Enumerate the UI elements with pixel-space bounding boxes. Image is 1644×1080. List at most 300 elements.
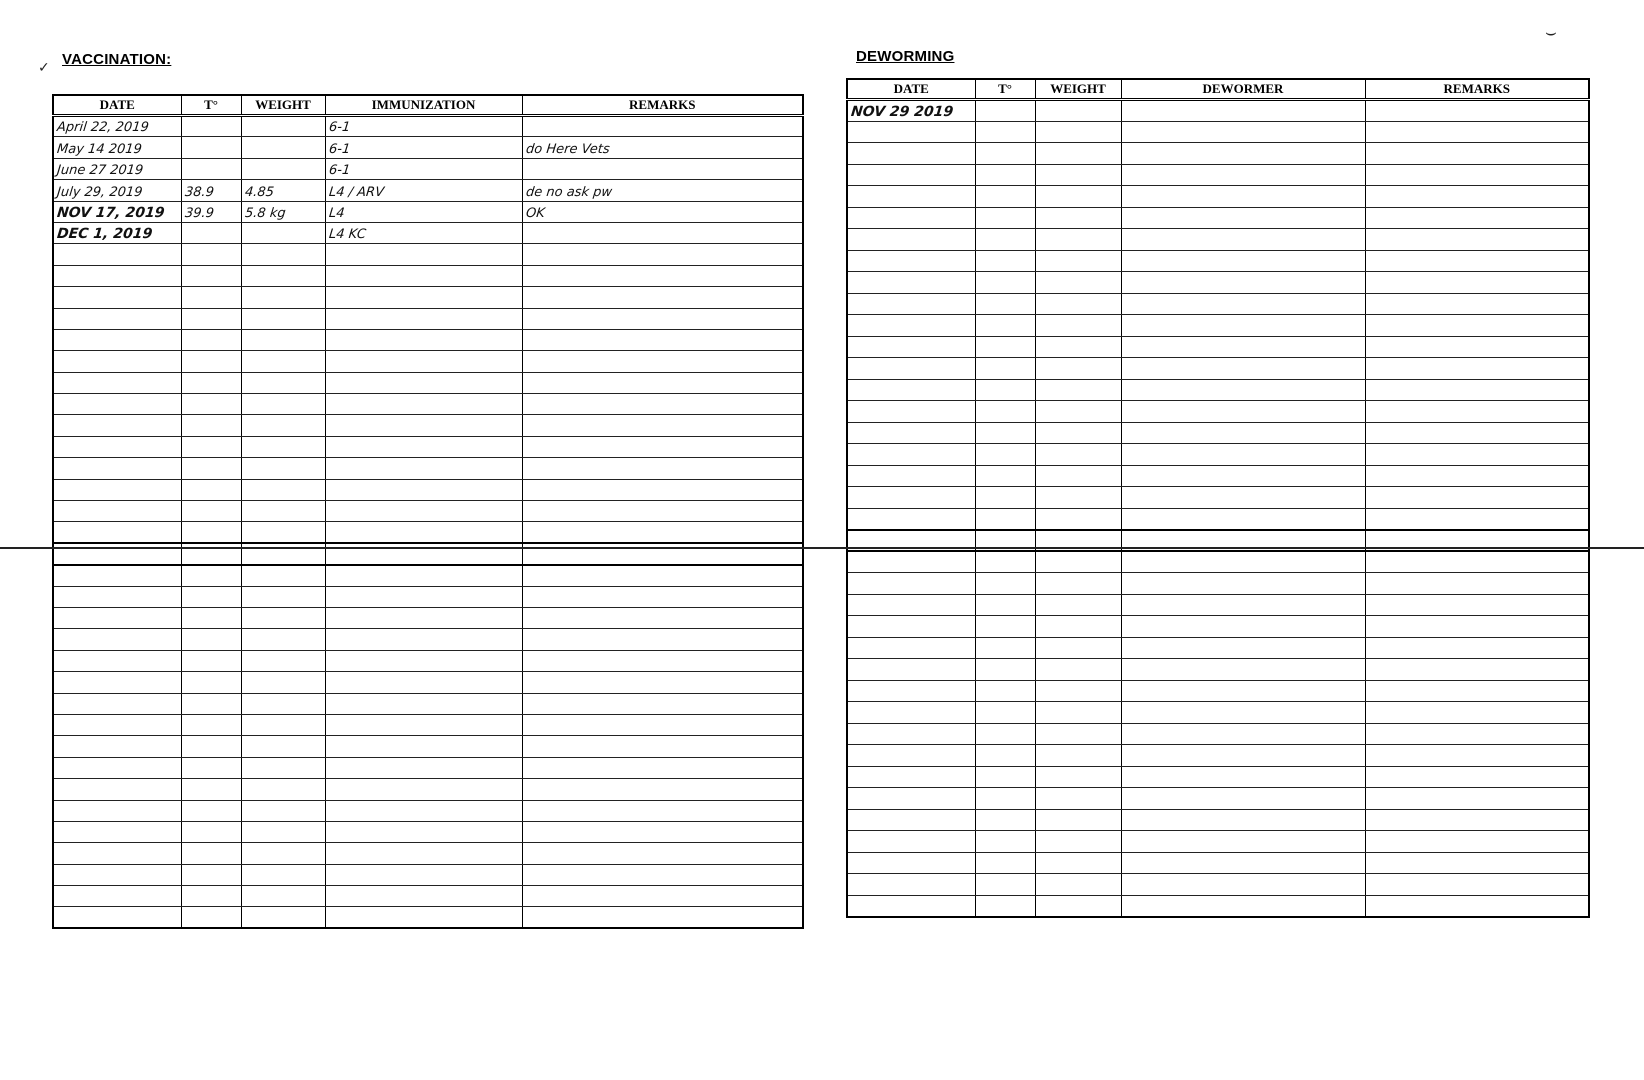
deworming-cell-dewormer[interactable]	[1121, 723, 1365, 745]
vaccination-cell-date[interactable]	[53, 565, 181, 586]
deworming-cell-weight[interactable]	[1035, 702, 1121, 724]
deworming-cell-temp[interactable]	[975, 401, 1035, 423]
vaccination-cell-remarks[interactable]	[522, 180, 803, 201]
deworming-cell-weight[interactable]	[1035, 723, 1121, 745]
deworming-cell-date[interactable]	[847, 379, 975, 401]
vaccination-cell-weight[interactable]	[241, 158, 325, 179]
deworming-cell-date[interactable]	[847, 508, 975, 530]
vaccination-cell-weight[interactable]	[241, 479, 325, 500]
deworming-cell-weight[interactable]	[1035, 358, 1121, 380]
vaccination-cell-immunization[interactable]	[325, 586, 522, 607]
deworming-cell-dewormer[interactable]	[1121, 831, 1365, 853]
vaccination-cell-weight[interactable]	[241, 586, 325, 607]
deworming-cell-weight[interactable]	[1035, 551, 1121, 573]
deworming-cell-remarks[interactable]	[1365, 508, 1589, 530]
deworming-cell-weight[interactable]	[1035, 293, 1121, 315]
deworming-cell-temp[interactable]	[975, 594, 1035, 616]
deworming-cell-temp[interactable]	[975, 702, 1035, 724]
vaccination-cell-remarks[interactable]	[522, 201, 803, 222]
vaccination-cell-remarks[interactable]	[522, 522, 803, 543]
deworming-cell-temp[interactable]	[975, 809, 1035, 831]
vaccination-cell-remarks[interactable]	[522, 779, 803, 800]
vaccination-cell-temp[interactable]	[181, 329, 241, 350]
vaccination-cell-date[interactable]	[53, 779, 181, 800]
deworming-cell-remarks[interactable]	[1365, 272, 1589, 294]
vaccination-cell-date[interactable]	[53, 180, 181, 201]
vaccination-cell-temp[interactable]	[181, 714, 241, 735]
vaccination-cell-date[interactable]	[53, 394, 181, 415]
vaccination-cell-date[interactable]	[53, 329, 181, 350]
vaccination-cell-temp[interactable]	[181, 565, 241, 586]
deworming-cell-weight[interactable]	[1035, 250, 1121, 272]
vaccination-cell-weight[interactable]	[241, 864, 325, 885]
vaccination-cell-date[interactable]	[53, 843, 181, 864]
deworming-cell-dewormer[interactable]	[1121, 766, 1365, 788]
deworming-cell-weight[interactable]	[1035, 143, 1121, 165]
deworming-cell-date[interactable]	[847, 336, 975, 358]
vaccination-cell-immunization[interactable]	[325, 116, 522, 137]
vaccination-cell-temp[interactable]	[181, 586, 241, 607]
vaccination-cell-temp[interactable]	[181, 501, 241, 522]
vaccination-cell-weight[interactable]	[241, 329, 325, 350]
vaccination-cell-date[interactable]	[53, 672, 181, 693]
deworming-cell-remarks[interactable]	[1365, 401, 1589, 423]
deworming-cell-remarks[interactable]	[1365, 788, 1589, 810]
vaccination-cell-remarks[interactable]	[522, 757, 803, 778]
deworming-cell-remarks[interactable]	[1365, 444, 1589, 466]
deworming-cell-temp[interactable]	[975, 444, 1035, 466]
vaccination-cell-immunization[interactable]	[325, 180, 522, 201]
vaccination-cell-remarks[interactable]	[522, 886, 803, 907]
vaccination-cell-immunization[interactable]	[325, 222, 522, 243]
deworming-cell-date[interactable]	[847, 831, 975, 853]
deworming-cell-weight[interactable]	[1035, 852, 1121, 874]
deworming-cell-temp[interactable]	[975, 895, 1035, 917]
deworming-cell-temp[interactable]	[975, 143, 1035, 165]
vaccination-cell-temp[interactable]	[181, 458, 241, 479]
deworming-cell-weight[interactable]	[1035, 444, 1121, 466]
deworming-cell-date[interactable]	[847, 272, 975, 294]
deworming-cell-weight[interactable]	[1035, 121, 1121, 143]
vaccination-cell-weight[interactable]	[241, 116, 325, 137]
deworming-cell-date[interactable]	[847, 745, 975, 767]
deworming-cell-temp[interactable]	[975, 293, 1035, 315]
vaccination-cell-immunization[interactable]	[325, 736, 522, 757]
deworming-cell-dewormer[interactable]	[1121, 293, 1365, 315]
deworming-cell-weight[interactable]	[1035, 831, 1121, 853]
deworming-cell-temp[interactable]	[975, 487, 1035, 509]
deworming-cell-weight[interactable]	[1035, 207, 1121, 229]
vaccination-cell-temp[interactable]	[181, 757, 241, 778]
vaccination-cell-temp[interactable]	[181, 116, 241, 137]
deworming-cell-date[interactable]	[847, 766, 975, 788]
vaccination-cell-immunization[interactable]	[325, 458, 522, 479]
vaccination-cell-date[interactable]	[53, 757, 181, 778]
deworming-cell-weight[interactable]	[1035, 315, 1121, 337]
vaccination-cell-immunization[interactable]	[325, 672, 522, 693]
deworming-cell-temp[interactable]	[975, 852, 1035, 874]
vaccination-cell-remarks[interactable]	[522, 607, 803, 628]
vaccination-cell-temp[interactable]	[181, 415, 241, 436]
deworming-cell-date[interactable]	[847, 186, 975, 208]
vaccination-cell-date[interactable]	[53, 287, 181, 308]
vaccination-cell-remarks[interactable]	[522, 586, 803, 607]
vaccination-cell-weight[interactable]	[241, 436, 325, 457]
vaccination-cell-temp[interactable]	[181, 351, 241, 372]
deworming-cell-dewormer[interactable]	[1121, 874, 1365, 896]
vaccination-cell-date[interactable]	[53, 244, 181, 265]
deworming-cell-dewormer[interactable]	[1121, 702, 1365, 724]
deworming-cell-remarks[interactable]	[1365, 121, 1589, 143]
deworming-cell-date[interactable]	[847, 143, 975, 165]
deworming-cell-date[interactable]	[847, 616, 975, 638]
deworming-cell-remarks[interactable]	[1365, 487, 1589, 509]
deworming-cell-date[interactable]	[847, 207, 975, 229]
deworming-cell-date[interactable]	[847, 702, 975, 724]
deworming-cell-dewormer[interactable]	[1121, 272, 1365, 294]
vaccination-cell-immunization[interactable]	[325, 886, 522, 907]
vaccination-cell-remarks[interactable]	[522, 672, 803, 693]
vaccination-cell-immunization[interactable]	[325, 757, 522, 778]
deworming-cell-dewormer[interactable]	[1121, 551, 1365, 573]
deworming-cell-dewormer[interactable]	[1121, 207, 1365, 229]
vaccination-cell-remarks[interactable]	[522, 415, 803, 436]
vaccination-cell-date[interactable]	[53, 629, 181, 650]
deworming-cell-remarks[interactable]	[1365, 573, 1589, 595]
deworming-cell-weight[interactable]	[1035, 465, 1121, 487]
deworming-cell-dewormer[interactable]	[1121, 315, 1365, 337]
vaccination-cell-temp[interactable]	[181, 372, 241, 393]
deworming-cell-dewormer[interactable]	[1121, 487, 1365, 509]
deworming-cell-dewormer[interactable]	[1121, 358, 1365, 380]
vaccination-cell-date[interactable]	[53, 436, 181, 457]
deworming-cell-remarks[interactable]	[1365, 143, 1589, 165]
deworming-cell-temp[interactable]	[975, 186, 1035, 208]
vaccination-cell-weight[interactable]	[241, 565, 325, 586]
deworming-cell-weight[interactable]	[1035, 594, 1121, 616]
deworming-cell-remarks[interactable]	[1365, 874, 1589, 896]
deworming-cell-date[interactable]	[847, 852, 975, 874]
deworming-cell-temp[interactable]	[975, 379, 1035, 401]
vaccination-cell-temp[interactable]	[181, 672, 241, 693]
vaccination-cell-weight[interactable]	[241, 757, 325, 778]
deworming-cell-remarks[interactable]	[1365, 637, 1589, 659]
deworming-cell-date[interactable]	[847, 723, 975, 745]
deworming-cell-remarks[interactable]	[1365, 895, 1589, 917]
deworming-cell-dewormer[interactable]	[1121, 680, 1365, 702]
vaccination-cell-remarks[interactable]	[522, 265, 803, 286]
vaccination-cell-weight[interactable]	[241, 458, 325, 479]
deworming-cell-weight[interactable]	[1035, 186, 1121, 208]
vaccination-cell-temp[interactable]	[181, 886, 241, 907]
vaccination-cell-immunization[interactable]	[325, 351, 522, 372]
deworming-cell-dewormer[interactable]	[1121, 788, 1365, 810]
deworming-cell-temp[interactable]	[975, 659, 1035, 681]
deworming-cell-date[interactable]	[847, 895, 975, 917]
vaccination-cell-date[interactable]	[53, 501, 181, 522]
deworming-cell-dewormer[interactable]	[1121, 444, 1365, 466]
vaccination-cell-immunization[interactable]	[325, 522, 522, 543]
vaccination-cell-remarks[interactable]	[522, 864, 803, 885]
deworming-cell-remarks[interactable]	[1365, 616, 1589, 638]
vaccination-cell-weight[interactable]	[241, 800, 325, 821]
deworming-cell-weight[interactable]	[1035, 272, 1121, 294]
deworming-cell-dewormer[interactable]	[1121, 895, 1365, 917]
deworming-cell-date[interactable]	[847, 680, 975, 702]
vaccination-cell-immunization[interactable]	[325, 479, 522, 500]
deworming-cell-remarks[interactable]	[1365, 594, 1589, 616]
vaccination-cell-date[interactable]	[53, 458, 181, 479]
vaccination-cell-remarks[interactable]	[522, 436, 803, 457]
vaccination-cell-immunization[interactable]	[325, 565, 522, 586]
deworming-cell-weight[interactable]	[1035, 809, 1121, 831]
vaccination-cell-date[interactable]	[53, 308, 181, 329]
vaccination-cell-weight[interactable]	[241, 714, 325, 735]
deworming-cell-weight[interactable]	[1035, 573, 1121, 595]
vaccination-cell-remarks[interactable]	[522, 821, 803, 842]
deworming-cell-remarks[interactable]	[1365, 702, 1589, 724]
deworming-cell-date[interactable]	[847, 465, 975, 487]
vaccination-cell-immunization[interactable]	[325, 287, 522, 308]
vaccination-cell-temp[interactable]	[181, 821, 241, 842]
vaccination-cell-temp[interactable]	[181, 158, 241, 179]
deworming-cell-date[interactable]	[847, 250, 975, 272]
deworming-cell-weight[interactable]	[1035, 422, 1121, 444]
deworming-cell-temp[interactable]	[975, 745, 1035, 767]
vaccination-cell-immunization[interactable]	[325, 821, 522, 842]
vaccination-cell-temp[interactable]	[181, 287, 241, 308]
vaccination-cell-date[interactable]	[53, 736, 181, 757]
deworming-cell-temp[interactable]	[975, 874, 1035, 896]
vaccination-cell-temp[interactable]	[181, 222, 241, 243]
vaccination-cell-date[interactable]	[53, 522, 181, 543]
deworming-cell-temp[interactable]	[975, 788, 1035, 810]
vaccination-cell-remarks[interactable]	[522, 244, 803, 265]
vaccination-cell-remarks[interactable]	[522, 907, 803, 928]
deworming-cell-dewormer[interactable]	[1121, 465, 1365, 487]
deworming-cell-weight[interactable]	[1035, 164, 1121, 186]
deworming-cell-date[interactable]	[847, 229, 975, 251]
deworming-cell-temp[interactable]	[975, 358, 1035, 380]
vaccination-cell-date[interactable]	[53, 821, 181, 842]
deworming-cell-date[interactable]	[847, 573, 975, 595]
deworming-cell-weight[interactable]	[1035, 895, 1121, 917]
deworming-cell-dewormer[interactable]	[1121, 229, 1365, 251]
deworming-cell-dewormer[interactable]	[1121, 143, 1365, 165]
deworming-cell-remarks[interactable]	[1365, 336, 1589, 358]
deworming-cell-weight[interactable]	[1035, 637, 1121, 659]
deworming-cell-date[interactable]	[847, 401, 975, 423]
deworming-cell-remarks[interactable]	[1365, 766, 1589, 788]
vaccination-cell-temp[interactable]	[181, 800, 241, 821]
deworming-cell-temp[interactable]	[975, 551, 1035, 573]
vaccination-cell-weight[interactable]	[241, 672, 325, 693]
deworming-cell-dewormer[interactable]	[1121, 745, 1365, 767]
vaccination-cell-immunization[interactable]	[325, 265, 522, 286]
deworming-cell-temp[interactable]	[975, 723, 1035, 745]
deworming-cell-weight[interactable]	[1035, 766, 1121, 788]
vaccination-cell-weight[interactable]	[241, 244, 325, 265]
vaccination-cell-date[interactable]	[53, 586, 181, 607]
vaccination-cell-temp[interactable]	[181, 180, 241, 201]
vaccination-cell-temp[interactable]	[181, 244, 241, 265]
vaccination-cell-temp[interactable]	[181, 479, 241, 500]
deworming-cell-date[interactable]	[847, 659, 975, 681]
deworming-cell-temp[interactable]	[975, 422, 1035, 444]
vaccination-cell-immunization[interactable]	[325, 329, 522, 350]
vaccination-cell-remarks[interactable]	[522, 394, 803, 415]
vaccination-cell-immunization[interactable]	[325, 244, 522, 265]
deworming-cell-dewormer[interactable]	[1121, 616, 1365, 638]
deworming-cell-dewormer[interactable]	[1121, 573, 1365, 595]
deworming-cell-weight[interactable]	[1035, 508, 1121, 530]
vaccination-cell-weight[interactable]	[241, 693, 325, 714]
deworming-cell-date[interactable]	[847, 100, 975, 122]
deworming-cell-remarks[interactable]	[1365, 551, 1589, 573]
deworming-cell-temp[interactable]	[975, 680, 1035, 702]
vaccination-cell-temp[interactable]	[181, 607, 241, 628]
deworming-cell-dewormer[interactable]	[1121, 809, 1365, 831]
vaccination-cell-weight[interactable]	[241, 886, 325, 907]
deworming-cell-date[interactable]	[847, 121, 975, 143]
vaccination-cell-weight[interactable]	[241, 522, 325, 543]
deworming-cell-weight[interactable]	[1035, 874, 1121, 896]
vaccination-cell-immunization[interactable]	[325, 843, 522, 864]
deworming-cell-remarks[interactable]	[1365, 379, 1589, 401]
deworming-cell-temp[interactable]	[975, 465, 1035, 487]
deworming-cell-weight[interactable]	[1035, 401, 1121, 423]
deworming-cell-remarks[interactable]	[1365, 745, 1589, 767]
deworming-cell-remarks[interactable]	[1365, 250, 1589, 272]
vaccination-cell-date[interactable]	[53, 265, 181, 286]
deworming-cell-remarks[interactable]	[1365, 293, 1589, 315]
deworming-cell-weight[interactable]	[1035, 229, 1121, 251]
vaccination-cell-immunization[interactable]	[325, 650, 522, 671]
deworming-cell-weight[interactable]	[1035, 379, 1121, 401]
vaccination-cell-temp[interactable]	[181, 522, 241, 543]
vaccination-cell-immunization[interactable]	[325, 201, 522, 222]
vaccination-cell-weight[interactable]	[241, 607, 325, 628]
vaccination-cell-immunization[interactable]	[325, 137, 522, 158]
vaccination-cell-remarks[interactable]	[522, 565, 803, 586]
vaccination-cell-remarks[interactable]	[522, 501, 803, 522]
vaccination-cell-temp[interactable]	[181, 650, 241, 671]
vaccination-cell-date[interactable]	[53, 714, 181, 735]
deworming-cell-dewormer[interactable]	[1121, 100, 1365, 122]
vaccination-cell-immunization[interactable]	[325, 864, 522, 885]
deworming-cell-dewormer[interactable]	[1121, 594, 1365, 616]
deworming-cell-weight[interactable]	[1035, 487, 1121, 509]
vaccination-cell-weight[interactable]	[241, 779, 325, 800]
deworming-cell-temp[interactable]	[975, 336, 1035, 358]
deworming-cell-remarks[interactable]	[1365, 465, 1589, 487]
vaccination-cell-temp[interactable]	[181, 265, 241, 286]
vaccination-cell-remarks[interactable]	[522, 287, 803, 308]
deworming-cell-temp[interactable]	[975, 637, 1035, 659]
vaccination-cell-weight[interactable]	[241, 201, 325, 222]
vaccination-cell-weight[interactable]	[241, 308, 325, 329]
deworming-cell-temp[interactable]	[975, 272, 1035, 294]
deworming-cell-weight[interactable]	[1035, 616, 1121, 638]
deworming-cell-remarks[interactable]	[1365, 100, 1589, 122]
deworming-cell-remarks[interactable]	[1365, 809, 1589, 831]
vaccination-cell-remarks[interactable]	[522, 372, 803, 393]
vaccination-cell-immunization[interactable]	[325, 308, 522, 329]
deworming-cell-date[interactable]	[847, 164, 975, 186]
deworming-cell-remarks[interactable]	[1365, 358, 1589, 380]
deworming-cell-temp[interactable]	[975, 573, 1035, 595]
vaccination-cell-remarks[interactable]	[522, 693, 803, 714]
vaccination-cell-immunization[interactable]	[325, 415, 522, 436]
vaccination-cell-temp[interactable]	[181, 907, 241, 928]
vaccination-cell-weight[interactable]	[241, 501, 325, 522]
vaccination-cell-immunization[interactable]	[325, 629, 522, 650]
deworming-cell-date[interactable]	[847, 422, 975, 444]
vaccination-cell-date[interactable]	[53, 158, 181, 179]
vaccination-cell-immunization[interactable]	[325, 501, 522, 522]
deworming-cell-weight[interactable]	[1035, 788, 1121, 810]
deworming-cell-date[interactable]	[847, 358, 975, 380]
vaccination-cell-date[interactable]	[53, 886, 181, 907]
vaccination-cell-remarks[interactable]	[522, 736, 803, 757]
vaccination-cell-immunization[interactable]	[325, 693, 522, 714]
vaccination-cell-weight[interactable]	[241, 821, 325, 842]
deworming-cell-date[interactable]	[847, 809, 975, 831]
vaccination-cell-weight[interactable]	[241, 287, 325, 308]
vaccination-cell-weight[interactable]	[241, 415, 325, 436]
vaccination-cell-date[interactable]	[53, 479, 181, 500]
vaccination-cell-weight[interactable]	[241, 394, 325, 415]
vaccination-cell-remarks[interactable]	[522, 308, 803, 329]
vaccination-cell-date[interactable]	[53, 650, 181, 671]
deworming-cell-remarks[interactable]	[1365, 723, 1589, 745]
vaccination-cell-date[interactable]	[53, 800, 181, 821]
deworming-cell-dewormer[interactable]	[1121, 637, 1365, 659]
vaccination-cell-date[interactable]	[53, 351, 181, 372]
vaccination-cell-remarks[interactable]	[522, 843, 803, 864]
vaccination-cell-date[interactable]	[53, 372, 181, 393]
deworming-cell-temp[interactable]	[975, 164, 1035, 186]
vaccination-cell-temp[interactable]	[181, 308, 241, 329]
vaccination-cell-date[interactable]	[53, 607, 181, 628]
vaccination-cell-weight[interactable]	[241, 629, 325, 650]
deworming-cell-weight[interactable]	[1035, 745, 1121, 767]
vaccination-cell-weight[interactable]	[241, 180, 325, 201]
vaccination-cell-weight[interactable]	[241, 265, 325, 286]
vaccination-cell-remarks[interactable]	[522, 800, 803, 821]
vaccination-cell-remarks[interactable]	[522, 116, 803, 137]
vaccination-cell-immunization[interactable]	[325, 779, 522, 800]
vaccination-cell-remarks[interactable]	[522, 650, 803, 671]
vaccination-cell-remarks[interactable]	[522, 479, 803, 500]
deworming-cell-remarks[interactable]	[1365, 422, 1589, 444]
deworming-cell-date[interactable]	[847, 551, 975, 573]
vaccination-cell-temp[interactable]	[181, 436, 241, 457]
vaccination-cell-weight[interactable]	[241, 137, 325, 158]
deworming-cell-temp[interactable]	[975, 100, 1035, 122]
vaccination-cell-weight[interactable]	[241, 736, 325, 757]
vaccination-cell-temp[interactable]	[181, 843, 241, 864]
deworming-cell-date[interactable]	[847, 637, 975, 659]
vaccination-cell-date[interactable]	[53, 222, 181, 243]
deworming-cell-dewormer[interactable]	[1121, 186, 1365, 208]
deworming-cell-temp[interactable]	[975, 121, 1035, 143]
vaccination-cell-date[interactable]	[53, 907, 181, 928]
vaccination-cell-temp[interactable]	[181, 693, 241, 714]
deworming-cell-temp[interactable]	[975, 229, 1035, 251]
deworming-cell-dewormer[interactable]	[1121, 250, 1365, 272]
deworming-cell-remarks[interactable]	[1365, 315, 1589, 337]
